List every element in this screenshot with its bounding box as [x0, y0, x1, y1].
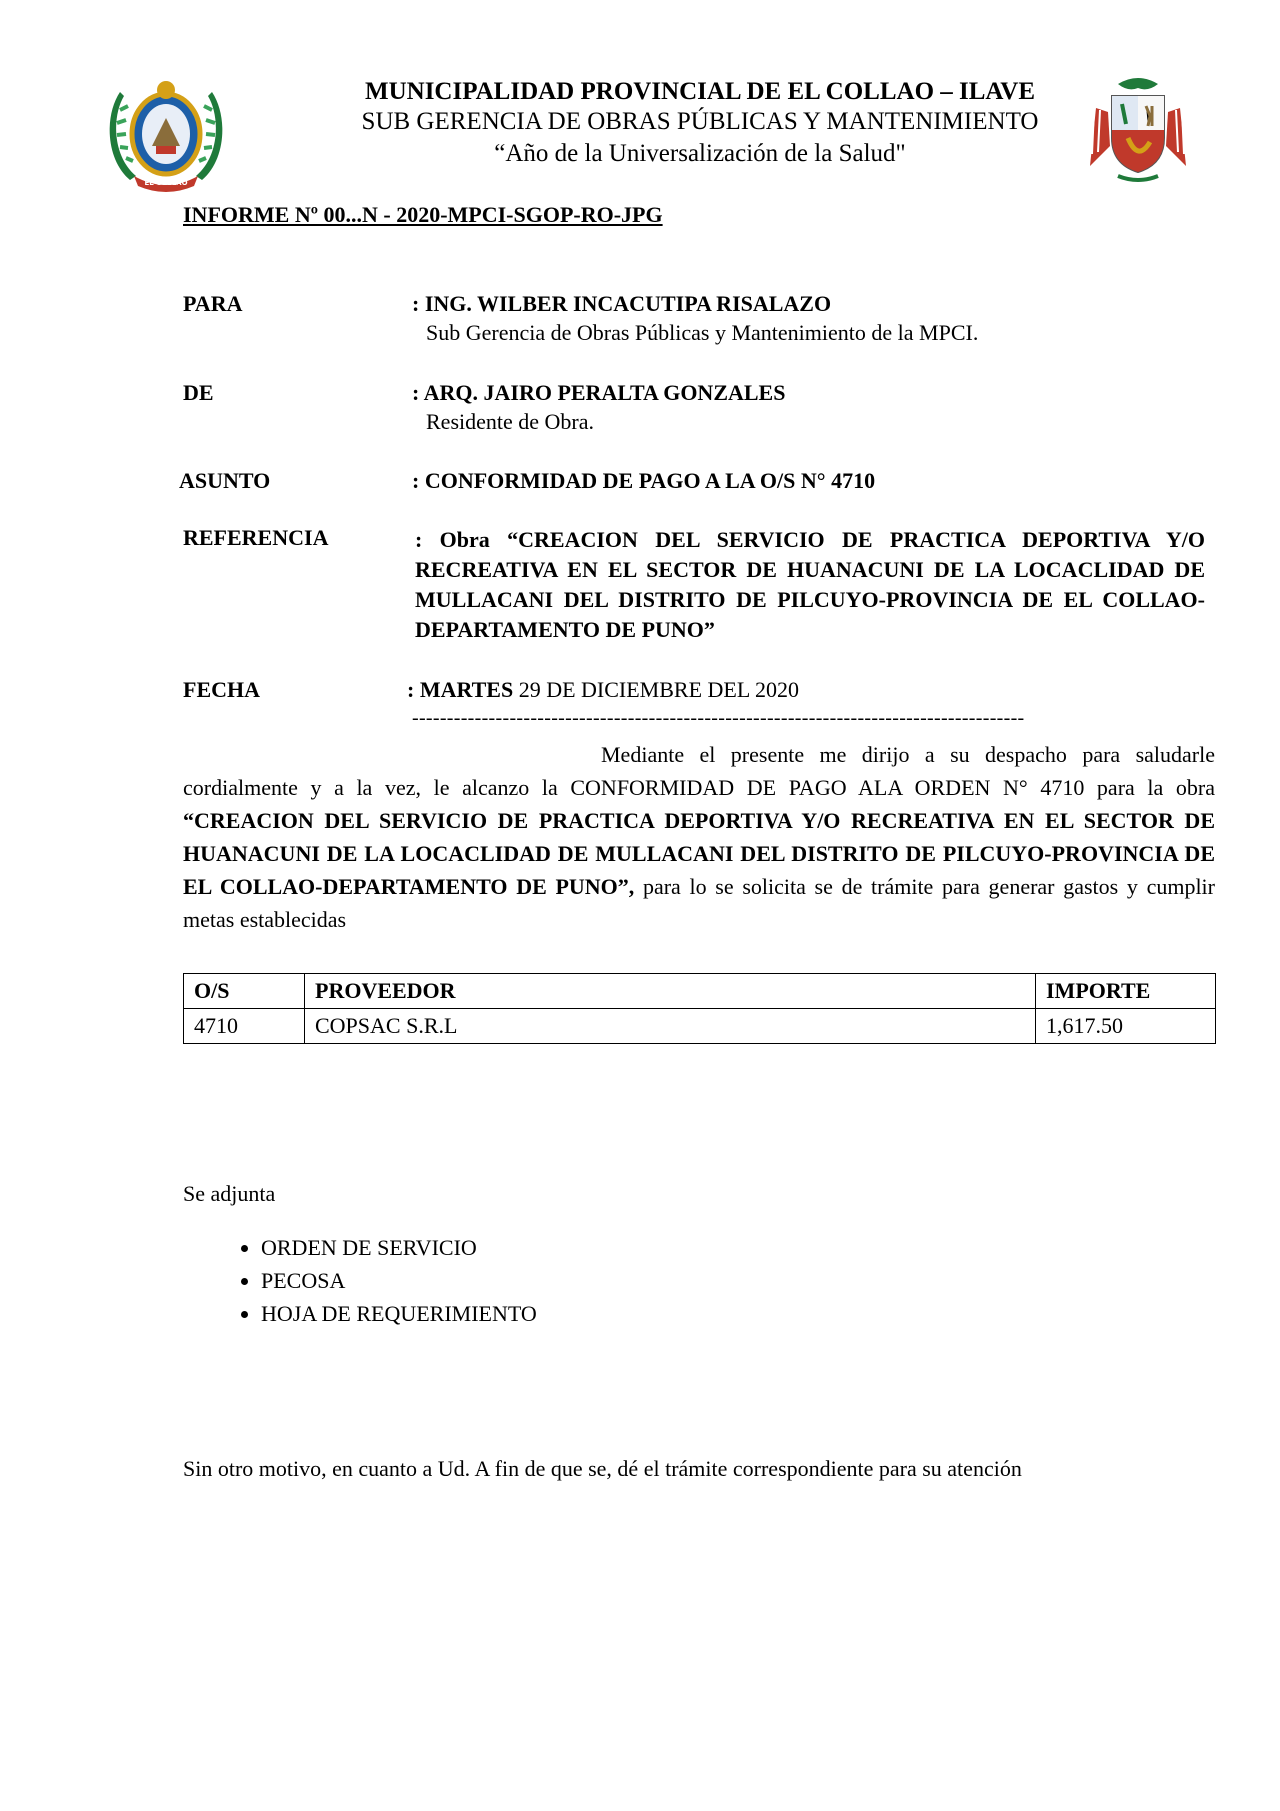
de-value: : ARQ. JAIRO PERALTA GONZALES: [412, 380, 786, 405]
header-subtitle: SUB GERENCIA DE OBRAS PÚBLICAS Y MANTENIMIENTO: [361, 108, 1039, 135]
referencia-label: REFERENCIA: [183, 525, 329, 550]
body-text-bold: “CREACION DEL SERVICIO DE PRACTICA DEPORTIVA Y/O RECREATIVA EN EL SECTOR DE HUANACUNI DE LA LOCACLIDAD DE MULLACANI DEL DISTRITO DE PILCUYO-PROVINCIA DE EL COLLAO-DEPARTAMENTO DE PUNO”,: [183, 808, 1215, 899]
cell-os: 4710: [184, 1009, 305, 1044]
body-text-2: para lo se solicita se de trámite para generar gastos y cumplir metas establecidas: [183, 874, 1215, 932]
separator-line: ----------------------------------------------------------------------------------------: [412, 707, 1025, 729]
de-subtitle: Residente de Obra.: [426, 409, 594, 434]
seal-text: EL COLLAO: [144, 179, 188, 187]
national-coat-of-arms-logo: [1088, 76, 1188, 184]
para-label: PARA: [183, 291, 243, 316]
fecha-date: 29 DE DICIEMBRE DEL 2020: [513, 677, 799, 702]
list-item: • PECOSA: [261, 1264, 537, 1297]
closing-text: Sin otro motivo, en cuanto a Ud. A fin de que se, dé el trámite correspondiente para su atención: [183, 1456, 1022, 1481]
cell-importe: 1,617.50: [1036, 1009, 1216, 1044]
order-table: [183, 973, 1216, 1044]
fecha-value: [407, 677, 799, 703]
body-text-1: Mediante el presente me dirijo a su despacho para saludarle cordialmente y a la vez, le alcanzo la CONFORMIDAD DE PAGO ALA ORDEN N° 4710 para la obra: [183, 742, 1215, 800]
header-proveedor: PROVEEDOR: [305, 974, 1036, 1009]
para-value: : ING. WILBER INCACUTIPA RISALAZO: [412, 291, 832, 316]
fecha-prefix: : MARTES: [407, 677, 514, 702]
list-item: • ORDEN DE SERVICIO: [261, 1231, 537, 1264]
de-label: DE: [183, 380, 214, 405]
cell-proveedor: COPSAC S.R.L: [305, 1009, 1036, 1044]
se-adjunta: Se adjunta: [183, 1181, 276, 1206]
table-header-row: [184, 974, 1216, 1009]
body-paragraph: [183, 738, 1215, 936]
table-row: [184, 1009, 1216, 1044]
municipal-seal-logo: [106, 76, 226, 192]
header-title: MUNICIPALIDAD PROVINCIAL DE EL COLLAO – ILAVE: [364, 78, 1035, 105]
referencia-value: : Obra “CREACION DEL SERVICIO DE PRACTICA DEPORTIVA Y/O RECREATIVA EN EL SECTOR DE HUANACUNI DE LA LOCACLIDAD DE MULLACANI DEL DISTRITO DE PILCUYO-PROVINCIA DE EL COLLAO-DEPARTAMENTO DE PUNO”: [415, 527, 1205, 642]
attachments-list: [216, 1231, 537, 1330]
header-importe: IMPORTE: [1036, 974, 1216, 1009]
header-os: O/S: [184, 974, 305, 1009]
header-motto: “Año de la Universalización de la Salud": [494, 140, 906, 167]
informe-number: INFORME Nº 00...N - 2020-MPCI-SGOP-RO-JPG: [183, 202, 663, 227]
fecha-label: FECHA: [183, 677, 260, 702]
para-subtitle: Sub Gerencia de Obras Públicas y Mantenimiento de la MPCI.: [426, 320, 979, 345]
asunto-label: ASUNTO: [179, 468, 271, 493]
asunto-value: : CONFORMIDAD DE PAGO A LA O/S N° 4710: [412, 468, 876, 493]
list-item: • HOJA DE REQUERIMIENTO: [261, 1297, 537, 1330]
